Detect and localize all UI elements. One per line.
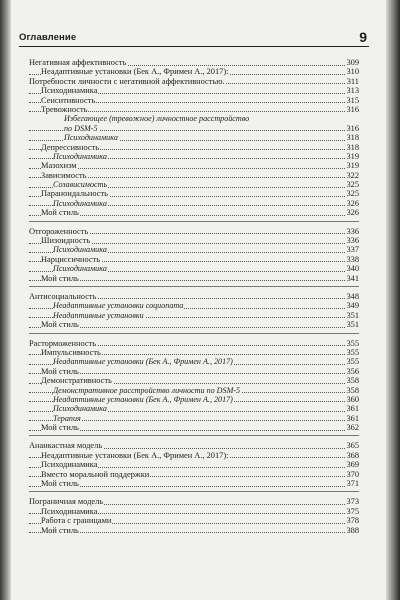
- toc-entry-page: 322: [346, 170, 359, 180]
- toc-entry[interactable]: [29, 133, 359, 142]
- toc-entry[interactable]: [29, 199, 359, 208]
- toc-entry[interactable]: [29, 526, 359, 535]
- toc-entry-label: Шизоидность: [41, 236, 91, 246]
- toc-entry-label: Неадаптивные установки (Бек А., Фримен А., 2017): [53, 357, 233, 367]
- toc-entry-page: 349: [346, 301, 359, 311]
- toc-entry[interactable]: [29, 507, 359, 516]
- toc-entry-page: 358: [346, 376, 359, 386]
- toc-section: [29, 497, 359, 537]
- toc-entry[interactable]: [29, 404, 359, 413]
- toc-entry-page: 356: [346, 366, 359, 376]
- toc-entry[interactable]: [29, 161, 359, 170]
- toc-entry-page: 378: [346, 516, 359, 526]
- toc-entry-label: Нарциссичность: [41, 254, 101, 264]
- toc-entry-label: Созависимость: [53, 180, 108, 190]
- toc-entry-page: 360: [346, 394, 359, 404]
- toc-entry-label: Зависимость: [41, 170, 87, 180]
- toc-entry-label: Пограничная модель: [29, 497, 104, 507]
- toc-entry-page: 337: [346, 245, 359, 255]
- toc-entry-page: 316: [346, 104, 359, 114]
- toc-entry-label: Неадаптивные установки (Бек А., Фримен А., 2017): [53, 394, 233, 404]
- toc-entry-page: 361: [346, 404, 359, 414]
- toc-entry-label: Работа с границами: [41, 516, 112, 526]
- toc-entry-label: Психодинамика: [41, 460, 98, 470]
- toc-entry-page: 318: [346, 142, 359, 152]
- toc-entry[interactable]: [29, 395, 359, 404]
- toc-entry[interactable]: [29, 460, 359, 469]
- toc-entry-page: 355: [346, 357, 359, 367]
- toc-entry[interactable]: [29, 58, 359, 67]
- toc-entry[interactable]: [29, 236, 359, 245]
- toc-entry-label: Психодинамика: [53, 151, 107, 161]
- toc-entry-page: 369: [346, 460, 359, 470]
- toc-entry-label: Неадаптивные установки (Бек А., Фримен А., 2017):: [41, 67, 229, 77]
- toc-entry-page: 388: [346, 525, 359, 535]
- toc-entry-label: Психодинамика: [53, 264, 107, 274]
- toc-entry-page: 355: [346, 347, 359, 357]
- table-of-contents: [29, 58, 359, 537]
- toc-entry-label: Психодинамика: [53, 245, 107, 255]
- toc-entry-label: Сенситивность: [41, 95, 96, 105]
- toc-entry-page: 309: [346, 58, 359, 67]
- toc-entry-page: 319: [346, 151, 359, 161]
- dot-leader: [29, 168, 359, 169]
- toc-entry-page: 315: [346, 95, 359, 105]
- toc-entry-page: 365: [346, 441, 359, 451]
- toc-entry[interactable]: [29, 274, 359, 283]
- toc-entry[interactable]: [29, 301, 359, 310]
- toc-entry-page: 326: [346, 198, 359, 208]
- toc-entry-page: 340: [346, 264, 359, 274]
- toc-entry-label: Мой стиль: [41, 366, 79, 376]
- toc-entry[interactable]: [29, 339, 359, 348]
- running-header-title: Оглавление: [19, 32, 77, 43]
- toc-entry-label: Расторможенность: [29, 338, 97, 348]
- toc-entry[interactable]: [29, 227, 359, 236]
- toc-entry[interactable]: [29, 348, 359, 357]
- toc-entry-page: 316: [346, 123, 359, 133]
- toc-entry-label: Неадаптивные установки социопата: [53, 301, 184, 311]
- toc-entry[interactable]: [29, 124, 359, 133]
- toc-entry[interactable]: [29, 255, 359, 264]
- toc-entry-label: Антисоциальность: [29, 291, 97, 301]
- toc-entry[interactable]: [29, 451, 359, 460]
- toc-entry-page: 313: [346, 86, 359, 96]
- toc-entry-label: Мой стиль: [41, 273, 79, 283]
- toc-section: [29, 227, 359, 285]
- toc-entry-page: 361: [346, 413, 359, 423]
- toc-entry[interactable]: [29, 516, 359, 525]
- toc-entry[interactable]: [29, 423, 359, 432]
- toc-entry-label: Параноидальность: [41, 189, 108, 199]
- page-number: 9: [359, 29, 367, 45]
- toc-entry-page: 336: [346, 226, 359, 236]
- toc-section: [29, 292, 359, 332]
- toc-entry-page: 355: [346, 338, 359, 348]
- toc-entry[interactable]: [29, 441, 359, 450]
- toc-entry-page: 368: [346, 450, 359, 460]
- toc-entry-page: 358: [346, 385, 359, 395]
- toc-entry-label: Негативная аффективность: [29, 58, 127, 67]
- toc-entry-label: Терапия: [53, 413, 81, 423]
- toc-entry-page: 370: [346, 469, 359, 479]
- toc-entry-label: Психодинамика: [64, 133, 118, 143]
- toc-entry-label: Мой стиль: [41, 208, 79, 218]
- toc-entry-page: 338: [346, 254, 359, 264]
- toc-entry[interactable]: [29, 414, 359, 423]
- toc-entry-page: 318: [346, 133, 359, 143]
- toc-entry[interactable]: [29, 86, 359, 95]
- toc-entry-page: 325: [346, 180, 359, 190]
- toc-entry-page: 371: [346, 479, 359, 489]
- toc-entry[interactable]: [29, 105, 359, 114]
- toc-entry[interactable]: [29, 245, 359, 254]
- toc-entry-page: 310: [346, 67, 359, 77]
- toc-entry-label: Психодинамика: [53, 198, 107, 208]
- toc-entry[interactable]: [29, 171, 359, 180]
- toc-entry-page: 375: [346, 506, 359, 516]
- toc-entry-page: 325: [346, 189, 359, 199]
- toc-entry-label: Неадаптивные установки (Бек А., Фримен А., 2017):: [41, 450, 229, 460]
- toc-entry-label: Импульсивность: [41, 347, 101, 357]
- toc-entry-page: 351: [346, 320, 359, 330]
- toc-entry[interactable]: [29, 77, 359, 86]
- toc-entry[interactable]: [29, 292, 359, 301]
- toc-entry[interactable]: [29, 189, 359, 198]
- running-header: [19, 26, 369, 47]
- toc-entry-label: Тревожность: [41, 104, 88, 114]
- toc-entry-label: Мой стиль: [41, 320, 79, 330]
- toc-entry[interactable]: [29, 208, 359, 217]
- toc-entry[interactable]: [29, 367, 359, 376]
- toc-entry[interactable]: [29, 143, 359, 152]
- toc-entry-label: Неадаптивные установки: [53, 310, 144, 320]
- toc-entry-label: Демонстративность: [41, 376, 112, 386]
- toc-entry-label: Демонстративное расстройство личности по DSM-5: [53, 385, 241, 395]
- toc-entry[interactable]: [29, 497, 359, 506]
- toc-entry[interactable]: [29, 311, 359, 320]
- toc-entry-label: Ананкастная модель: [29, 441, 103, 451]
- toc-entry-label: по DSM-5: [64, 123, 98, 133]
- toc-entry-label: Избегающее (тревожное) личностное расстройство: [64, 114, 250, 124]
- toc-entry-label: Мой стиль: [41, 423, 79, 433]
- toc-entry[interactable]: [29, 180, 359, 189]
- toc-entry-label: Психодинамика: [41, 86, 98, 96]
- toc-section: [29, 441, 359, 490]
- page-gutter-shadow-left: [0, 0, 11, 600]
- toc-entry-page: 362: [346, 423, 359, 433]
- toc-entry-page: 341: [346, 273, 359, 283]
- toc-entry-page: 336: [346, 236, 359, 246]
- toc-entry[interactable]: [29, 376, 359, 385]
- toc-entry[interactable]: [29, 386, 359, 395]
- toc-entry[interactable]: [29, 96, 359, 105]
- toc-entry-label: Потребности личности с негативной аффективностью.: [29, 76, 225, 86]
- toc-entry-label: Психодинамика: [41, 506, 98, 516]
- toc-entry[interactable]: [29, 67, 359, 76]
- toc-section: [29, 339, 359, 435]
- toc-entry[interactable]: [29, 479, 359, 488]
- toc-entry[interactable]: [29, 470, 359, 479]
- toc-entry-label: Депрессивность: [41, 142, 100, 152]
- toc-entry-label: Психодинамика: [53, 404, 107, 414]
- toc-entry-label: Мой стиль: [41, 479, 79, 489]
- toc-entry-page: 319: [346, 161, 359, 171]
- toc-entry-page: 326: [346, 208, 359, 218]
- toc-entry-page: 348: [346, 291, 359, 301]
- toc-entry[interactable]: [29, 152, 359, 161]
- toc-entry-page: 351: [346, 310, 359, 320]
- toc-entry[interactable]: [29, 357, 359, 366]
- toc-section: [29, 58, 359, 220]
- toc-entry[interactable]: [29, 320, 359, 329]
- toc-entry[interactable]: [29, 114, 359, 123]
- toc-entry-label: Мазохизм: [41, 161, 77, 171]
- toc-entry[interactable]: [29, 264, 359, 273]
- page-edge-shadow-right: [386, 0, 400, 600]
- toc-entry-page: 311: [346, 76, 359, 86]
- toc-entry-label: Мой стиль: [41, 525, 79, 535]
- toc-entry-label: Вместо моральной поддержки: [41, 469, 150, 479]
- toc-entry-page: 373: [346, 497, 359, 507]
- toc-entry-label: Отгороженность: [29, 226, 89, 236]
